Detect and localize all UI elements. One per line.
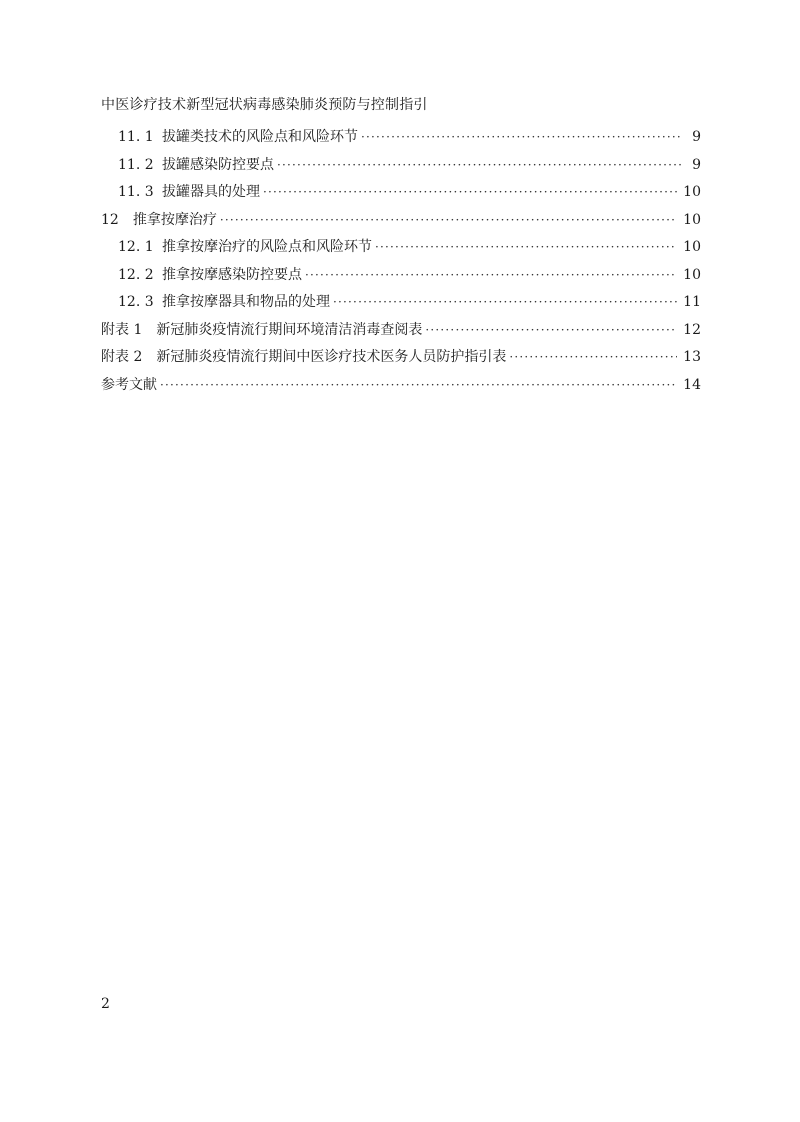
dot-leader	[263, 179, 677, 207]
toc-entry-page: 11	[683, 294, 701, 310]
toc-entry-title: 推拿按摩感染防控要点	[162, 266, 302, 283]
toc-entry-title: 拔罐器具的处理	[162, 184, 260, 200]
toc-entry[interactable]	[101, 317, 701, 345]
toc-entry-number: 11. 2	[118, 156, 154, 173]
toc-entry-number: 11. 1	[118, 129, 154, 145]
toc-entry[interactable]	[101, 372, 701, 400]
toc-entry-number: 附表 1	[101, 321, 143, 338]
dot-leader	[160, 372, 677, 400]
toc-entry-number: 12. 3	[118, 294, 154, 310]
dot-leader	[361, 124, 681, 152]
table-of-contents	[101, 124, 701, 399]
toc-entry[interactable]	[101, 179, 701, 207]
dot-leader	[333, 289, 677, 317]
toc-entry-title: 推拿按摩治疗	[132, 211, 217, 228]
dot-leader	[425, 317, 677, 345]
toc-entry[interactable]	[101, 344, 701, 372]
toc-entry-page: 9	[692, 156, 701, 173]
toc-entry-title: 新冠肺炎疫情流行期间中医诊疗技术医务人员防护指引表	[156, 349, 507, 365]
toc-entry-page: 10	[683, 239, 701, 255]
toc-entry-page: 10	[683, 184, 701, 200]
toc-entry-number: 12. 2	[118, 266, 154, 283]
dot-leader	[509, 344, 677, 372]
toc-entry-page: 9	[692, 129, 701, 145]
toc-entry-page: 12	[683, 321, 701, 338]
toc-entry[interactable]	[101, 207, 701, 235]
toc-entry[interactable]	[101, 152, 701, 180]
toc-entry[interactable]	[101, 234, 701, 262]
toc-entry[interactable]	[101, 262, 701, 290]
dot-leader	[375, 234, 677, 262]
toc-entry[interactable]	[101, 124, 701, 152]
toc-entry-title: 推拿按摩器具和物品的处理	[162, 294, 330, 310]
toc-entry-title: 拔罐类技术的风险点和风险环节	[162, 129, 358, 145]
toc-entry-page: 14	[683, 376, 701, 393]
toc-entry[interactable]	[101, 289, 701, 317]
toc-entry-title: 新冠肺炎疫情流行期间环境清洁消毒查阅表	[156, 321, 423, 338]
dot-leader	[305, 262, 677, 290]
toc-entry-page: 10	[683, 211, 701, 228]
running-header: 中医诊疗技术新型冠状病毒感染肺炎预防与控制指引	[101, 97, 428, 113]
toc-entry-title: 推拿按摩治疗的风险点和风险环节	[162, 239, 372, 255]
toc-entry-number: 12	[101, 211, 119, 228]
toc-entry-title: 参考文献	[101, 376, 157, 393]
page-number: 2	[101, 996, 110, 1012]
dot-leader	[277, 152, 681, 180]
toc-entry-number: 11. 3	[118, 184, 154, 200]
dot-leader	[220, 207, 677, 235]
toc-entry-title: 拔罐感染防控要点	[162, 156, 274, 173]
toc-entry-page: 13	[683, 349, 701, 365]
toc-entry-number: 附表 2	[101, 349, 143, 365]
toc-entry-number: 12. 1	[118, 239, 154, 255]
toc-entry-page: 10	[683, 266, 701, 283]
